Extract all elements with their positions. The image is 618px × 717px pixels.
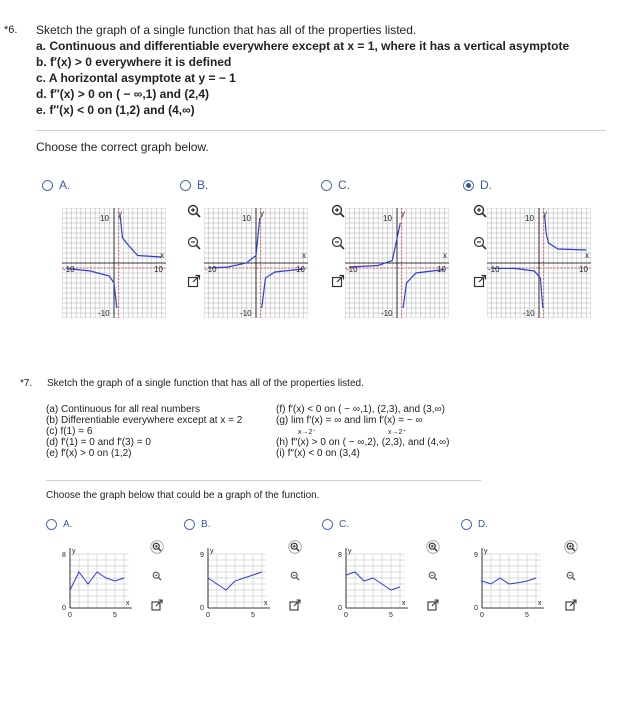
x-axis-label: x xyxy=(302,251,306,260)
radio-circle xyxy=(184,519,195,530)
property-d: d. f″(x) > 0 on ( − ∞,1) and (2,4) xyxy=(36,87,209,101)
limit-subscript-left: x→2⁻ xyxy=(298,429,317,436)
y-tick-label: -10 xyxy=(523,309,535,318)
y-tick-label: 8 xyxy=(62,552,66,559)
x-tick-label: 0 xyxy=(206,612,210,618)
property-f: (f) f′(x) < 0 on ( − ∞,1), (2,3), and (3,∞) xyxy=(276,404,445,415)
x-axis-label: x xyxy=(443,251,447,260)
radio-circle xyxy=(180,180,191,191)
property-list-right xyxy=(276,404,445,426)
y-tick-label: 9 xyxy=(474,552,478,559)
q7-option-b-radio[interactable] xyxy=(184,519,210,530)
curve-right-branch xyxy=(403,270,444,309)
zoom-in-icon[interactable] xyxy=(426,540,440,554)
popout-icon[interactable] xyxy=(187,274,201,288)
zoom-out-icon[interactable] xyxy=(426,569,440,583)
radio-circle xyxy=(461,519,472,530)
radio-circle xyxy=(46,519,57,530)
x-tick-label: -10 xyxy=(63,265,75,274)
radio-circle xyxy=(321,180,332,191)
x-tick-label: 0 xyxy=(68,612,72,618)
limit-subscript-right: x→2⁺ xyxy=(388,429,407,436)
property-e: e. f″(x) < 0 on (1,2) and (4,∞) xyxy=(36,103,195,117)
q7-option-d-radio[interactable] xyxy=(461,519,488,530)
y-tick-label: 9 xyxy=(200,552,204,559)
graph-c xyxy=(345,208,449,318)
question-title: Sketch the graph of a single function that has all of the properties listed. xyxy=(36,23,417,37)
x-tick-label: 10 xyxy=(296,265,305,274)
zoom-in-icon[interactable] xyxy=(187,204,201,218)
property-b: b. f′(x) > 0 everywhere it is defined xyxy=(36,55,232,69)
option-label: C. xyxy=(338,178,350,192)
x-tick-label: 5 xyxy=(525,612,529,618)
option-label: D. xyxy=(478,519,488,530)
y-axis-label: y xyxy=(543,209,547,218)
option-label: C. xyxy=(339,519,349,530)
property-c: (c) f(1) = 6 xyxy=(46,426,93,437)
y-tick-label: 10 xyxy=(383,214,392,223)
q7-graph-d xyxy=(474,546,546,618)
x-tick-label: -10 xyxy=(488,265,500,274)
y-axis-label: y xyxy=(118,209,122,218)
divider xyxy=(36,130,606,131)
x-tick-label: 10 xyxy=(579,265,588,274)
x-axis-label: x xyxy=(126,600,130,607)
zoom-out-icon[interactable] xyxy=(473,236,487,250)
curve-left-branch xyxy=(350,223,401,267)
q7-option-c-radio[interactable] xyxy=(322,519,349,530)
popout-icon[interactable] xyxy=(288,598,302,612)
y-tick-label: 0 xyxy=(474,605,478,612)
zoom-in-icon[interactable] xyxy=(564,540,578,554)
zoom-in-icon[interactable] xyxy=(150,540,164,554)
zoom-in-icon[interactable] xyxy=(288,540,302,554)
radio-circle-selected xyxy=(463,180,474,191)
zoom-out-icon[interactable] xyxy=(331,236,345,250)
y-axis-label: y xyxy=(210,548,214,555)
y-tick-label: 10 xyxy=(525,214,534,223)
property-g: (g) lim f′(x) = ∞ and lim f′(x) = − ∞ xyxy=(276,415,423,426)
property-i: (i) f″(x) < 0 on (3,4) xyxy=(276,448,360,459)
x-tick-label: 0 xyxy=(480,612,484,618)
y-axis-label: y xyxy=(484,548,488,555)
option-label: B. xyxy=(201,519,211,530)
y-axis-label: y xyxy=(401,209,405,218)
x-tick-label: 5 xyxy=(251,612,255,618)
radio-circle xyxy=(322,519,333,530)
x-axis-label: x xyxy=(538,600,542,607)
property-b: (b) Differentiable everywhere except at x = 2 xyxy=(46,415,243,426)
divider xyxy=(46,480,481,481)
q7-graph-b xyxy=(200,546,272,618)
y-tick-label: 0 xyxy=(62,605,66,612)
zoom-out-icon[interactable] xyxy=(150,569,164,583)
graph-d xyxy=(487,208,591,318)
question-number: *7. xyxy=(20,378,33,389)
y-tick-label: 10 xyxy=(100,214,109,223)
question-title: Sketch the graph of a single function that has all of the properties listed. xyxy=(47,378,364,389)
q7-option-a-radio[interactable] xyxy=(46,519,72,530)
property-a: (a) Continuous for all real numbers xyxy=(46,404,200,415)
choose-prompt: Choose the graph below that could be a graph of the function. xyxy=(46,490,320,501)
y-axis-label: y xyxy=(72,548,76,555)
property-c: c. A horizontal asymptote at y = − 1 xyxy=(36,71,236,85)
x-tick-label: 0 xyxy=(344,612,348,618)
zoom-out-icon[interactable] xyxy=(564,569,578,583)
popout-icon[interactable] xyxy=(150,598,164,612)
option-b-radio[interactable] xyxy=(180,178,208,192)
option-label: A. xyxy=(63,519,73,530)
popout-icon[interactable] xyxy=(473,274,487,288)
y-tick-label: 0 xyxy=(338,605,342,612)
x-tick-label: -10 xyxy=(346,265,358,274)
q7-graph-a xyxy=(62,546,134,618)
choose-prompt: Choose the correct graph below. xyxy=(36,140,209,154)
property-list-right-2 xyxy=(276,437,449,459)
zoom-out-icon[interactable] xyxy=(187,236,201,250)
curve-right-branch xyxy=(262,269,304,308)
graph-a xyxy=(62,208,166,318)
x-tick-label: 5 xyxy=(113,612,117,618)
y-tick-label: -10 xyxy=(98,309,110,318)
y-tick-label: 10 xyxy=(242,214,251,223)
x-axis-label: x xyxy=(160,251,164,260)
question-number: *6. xyxy=(4,24,18,36)
x-tick-label: -10 xyxy=(205,265,217,274)
zoom-out-icon[interactable] xyxy=(288,569,302,583)
x-tick-label: 10 xyxy=(437,265,446,274)
radio-circle xyxy=(42,180,53,191)
y-tick-label: -10 xyxy=(381,309,393,318)
property-h: (h) f″(x) > 0 on ( − ∞,2), (2,3), and (4,∞) xyxy=(276,437,450,448)
zoom-in-icon[interactable] xyxy=(473,204,487,218)
x-axis-label: x xyxy=(402,600,406,607)
y-tick-label: -10 xyxy=(240,309,252,318)
y-tick-label: 0 xyxy=(200,605,204,612)
x-tick-label: 10 xyxy=(154,265,163,274)
popout-icon[interactable] xyxy=(331,274,345,288)
property-e: (e) f′(x) > 0 on (1,2) xyxy=(46,448,132,459)
x-tick-label: 5 xyxy=(389,612,393,618)
property-a: a. Continuous and differentiable everywhere except at x = 1, where it has a vertical asymptote xyxy=(36,39,570,53)
property-list xyxy=(36,38,569,118)
property-list-left xyxy=(46,404,242,459)
y-axis-label: y xyxy=(348,548,352,555)
option-label: B. xyxy=(197,178,209,192)
x-axis-label: x xyxy=(264,600,268,607)
property-d: (d) f′(1) = 0 and f′(3) = 0 xyxy=(46,437,151,448)
y-tick-label: 8 xyxy=(338,552,342,559)
y-axis-label: y xyxy=(260,209,264,218)
zoom-in-icon[interactable] xyxy=(331,204,345,218)
option-label: D. xyxy=(480,178,492,192)
curve-right-branch xyxy=(545,216,587,251)
option-c-radio[interactable] xyxy=(321,178,350,192)
option-d-radio[interactable] xyxy=(463,178,492,192)
popout-icon[interactable] xyxy=(564,598,578,612)
graph-b xyxy=(204,208,308,318)
x-axis-label: x xyxy=(585,251,589,260)
popout-icon[interactable] xyxy=(426,598,440,612)
option-label: A. xyxy=(59,178,71,192)
q7-graph-c xyxy=(338,546,410,618)
option-a-radio[interactable] xyxy=(42,178,70,192)
curve-right-branch xyxy=(120,216,161,258)
